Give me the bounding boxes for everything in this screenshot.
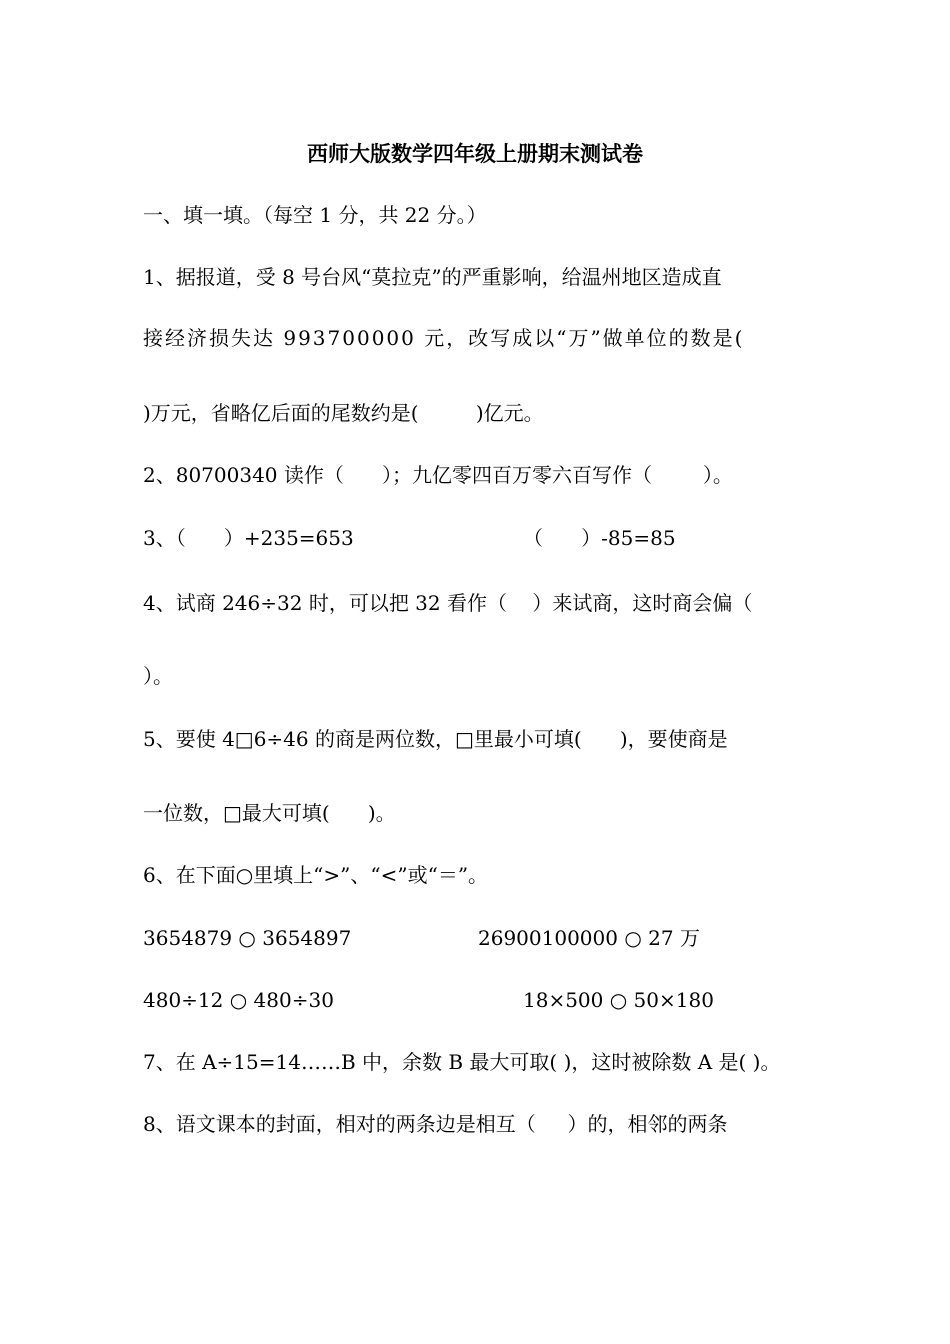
section-header: 一、填一填。（每空 1 分，共 22 分。） bbox=[143, 203, 487, 227]
question-1-line-1: 1、据报道，受 8 号台风“莫拉克”的严重影响，给温州地区造成直 bbox=[143, 265, 722, 289]
question-3-left: 3、（ ）+235=653 bbox=[143, 526, 354, 550]
question-6-row-1-right: 26900100000 ○ 27 万 bbox=[478, 926, 700, 950]
question-4-line-2: ）。 bbox=[143, 664, 173, 688]
question-7: 7、在 A÷15=14……B 中，余数 B 最大可取( )，这时被除数 A 是( )。 bbox=[143, 1050, 781, 1074]
page-title: 西师大版数学四年级上册期末测试卷 bbox=[307, 141, 643, 166]
question-6-row-1-left: 3654879 ○ 3654897 bbox=[143, 926, 352, 950]
question-5-line-1: 5、要使 4□6÷46 的商是两位数，□里最小可填( )，要使商是 bbox=[143, 727, 728, 751]
question-1-line-3: )万元，省略亿后面的尾数约是( )亿元。 bbox=[143, 401, 544, 425]
question-6-prompt: 6、在下面○里填上“>”、“<”或“＝”。 bbox=[143, 863, 489, 887]
question-6-row-2-right: 18×500 ○ 50×180 bbox=[523, 988, 714, 1012]
question-5-line-2: 一位数，□最大可填( )。 bbox=[143, 801, 396, 825]
question-1-line-2: 接经济损失达 993700000 元，改写成以“万”做单位的数是( bbox=[143, 326, 745, 350]
question-6-row-2-left: 480÷12 ○ 480÷30 bbox=[143, 988, 334, 1012]
question-8: 8、语文课本的封面，相对的两条边是相互（ ）的，相邻的两条 bbox=[143, 1112, 728, 1136]
question-4-line-1: 4、试商 246÷32 时，可以把 32 看作（ ）来试商，这时商会偏（ bbox=[143, 591, 753, 615]
question-3-right: （ ）-85=85 bbox=[523, 526, 676, 550]
question-2: 2、80700340 读作（ ）；九亿零四百万零六百写作（ ）。 bbox=[143, 463, 733, 487]
